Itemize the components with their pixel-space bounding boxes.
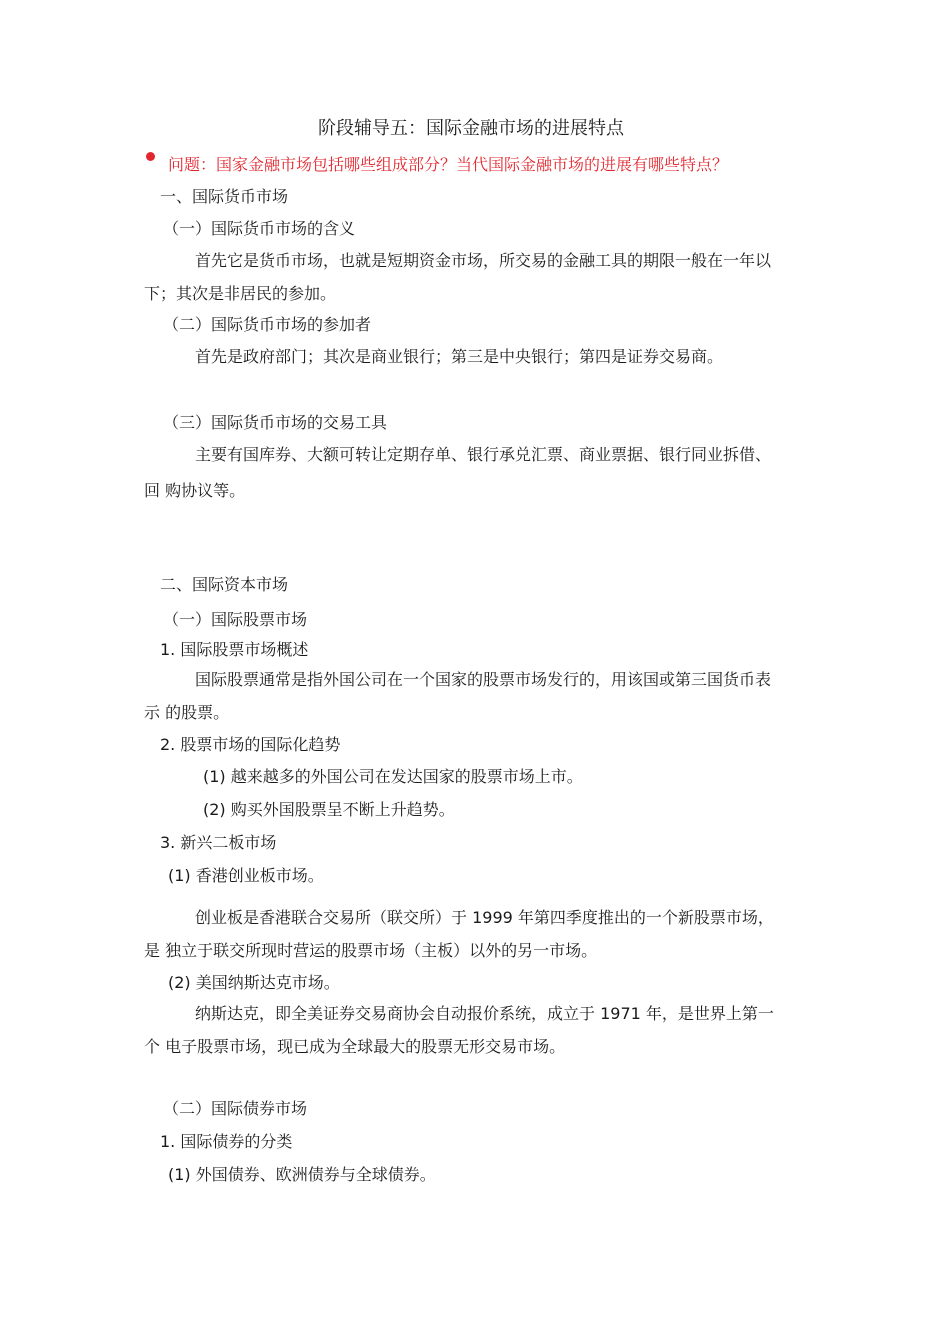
bullet-icon bbox=[146, 152, 155, 161]
list-subitem: (2) 购买外国股票呈不断上升趋势。 bbox=[203, 800, 455, 819]
list-item: 3. 新兴二板市场 bbox=[160, 833, 277, 852]
paragraph-line: 首先它是货币市场，也就是短期资金市场，所交易的金融工具的期限一般在一年以 bbox=[195, 251, 772, 270]
paragraph-line: 首先是政府部门；其次是商业银行；第三是中央银行；第四是证券交易商。 bbox=[195, 347, 724, 366]
paragraph-line: 示 的股票。 bbox=[144, 703, 230, 722]
subsection-heading: （二）国际债券市场 bbox=[163, 1099, 308, 1118]
paragraph-line: 国际股票通常是指外国公司在一个国家的股票市场发行的，用该国或第三国货币表 bbox=[195, 670, 772, 689]
list-subitem: (1) 越来越多的外国公司在发达国家的股票市场上市。 bbox=[203, 767, 583, 786]
question-text: 问题：国家金融市场包括哪些组成部分？当代国际金融市场的进展有哪些特点？ bbox=[168, 155, 729, 174]
paragraph-line: 回 购协议等。 bbox=[144, 481, 246, 500]
subsection-heading: （一）国际货币市场的含义 bbox=[163, 219, 356, 238]
subsection-heading: （一）国际股票市场 bbox=[163, 610, 308, 629]
paragraph-line: 纳斯达克，即全美证券交易商协会自动报价系统，成立于 1971 年，是世界上第一 bbox=[195, 1004, 774, 1023]
paragraph-line: 创业板是香港联合交易所（联交所）于 1999 年第四季度推出的一个新股票市场， bbox=[195, 908, 774, 927]
list-subitem: (1) 香港创业板市场。 bbox=[168, 866, 324, 885]
list-item: 1. 国际债券的分类 bbox=[160, 1132, 293, 1151]
paragraph-line: 是 独立于联交所现时营运的股票市场（主板）以外的另一市场。 bbox=[144, 941, 598, 960]
subsection-heading: （三）国际货币市场的交易工具 bbox=[163, 413, 388, 432]
list-subitem: (2) 美国纳斯达克市场。 bbox=[168, 973, 340, 992]
list-item: 2. 股票市场的国际化趋势 bbox=[160, 735, 341, 754]
paragraph-line: 主要有国库券、大额可转让定期存单、银行承兑汇票、商业票据、银行同业拆借、 bbox=[195, 445, 772, 464]
paragraph-line: 个 电子股票市场，现已成为全球最大的股票无形交易市场。 bbox=[144, 1037, 566, 1056]
list-subitem: (1) 外国债券、欧洲债券与全球债券。 bbox=[168, 1165, 436, 1184]
document-title: 阶段辅导五：国际金融市场的进展特点 bbox=[318, 118, 624, 139]
paragraph-line: 下；其次是非居民的参加。 bbox=[144, 284, 337, 303]
list-item: 1. 国际股票市场概述 bbox=[160, 640, 309, 659]
section-heading: 一、国际货币市场 bbox=[160, 187, 289, 206]
section-heading: 二、国际资本市场 bbox=[160, 575, 289, 594]
subsection-heading: （二）国际货币市场的参加者 bbox=[163, 315, 372, 334]
